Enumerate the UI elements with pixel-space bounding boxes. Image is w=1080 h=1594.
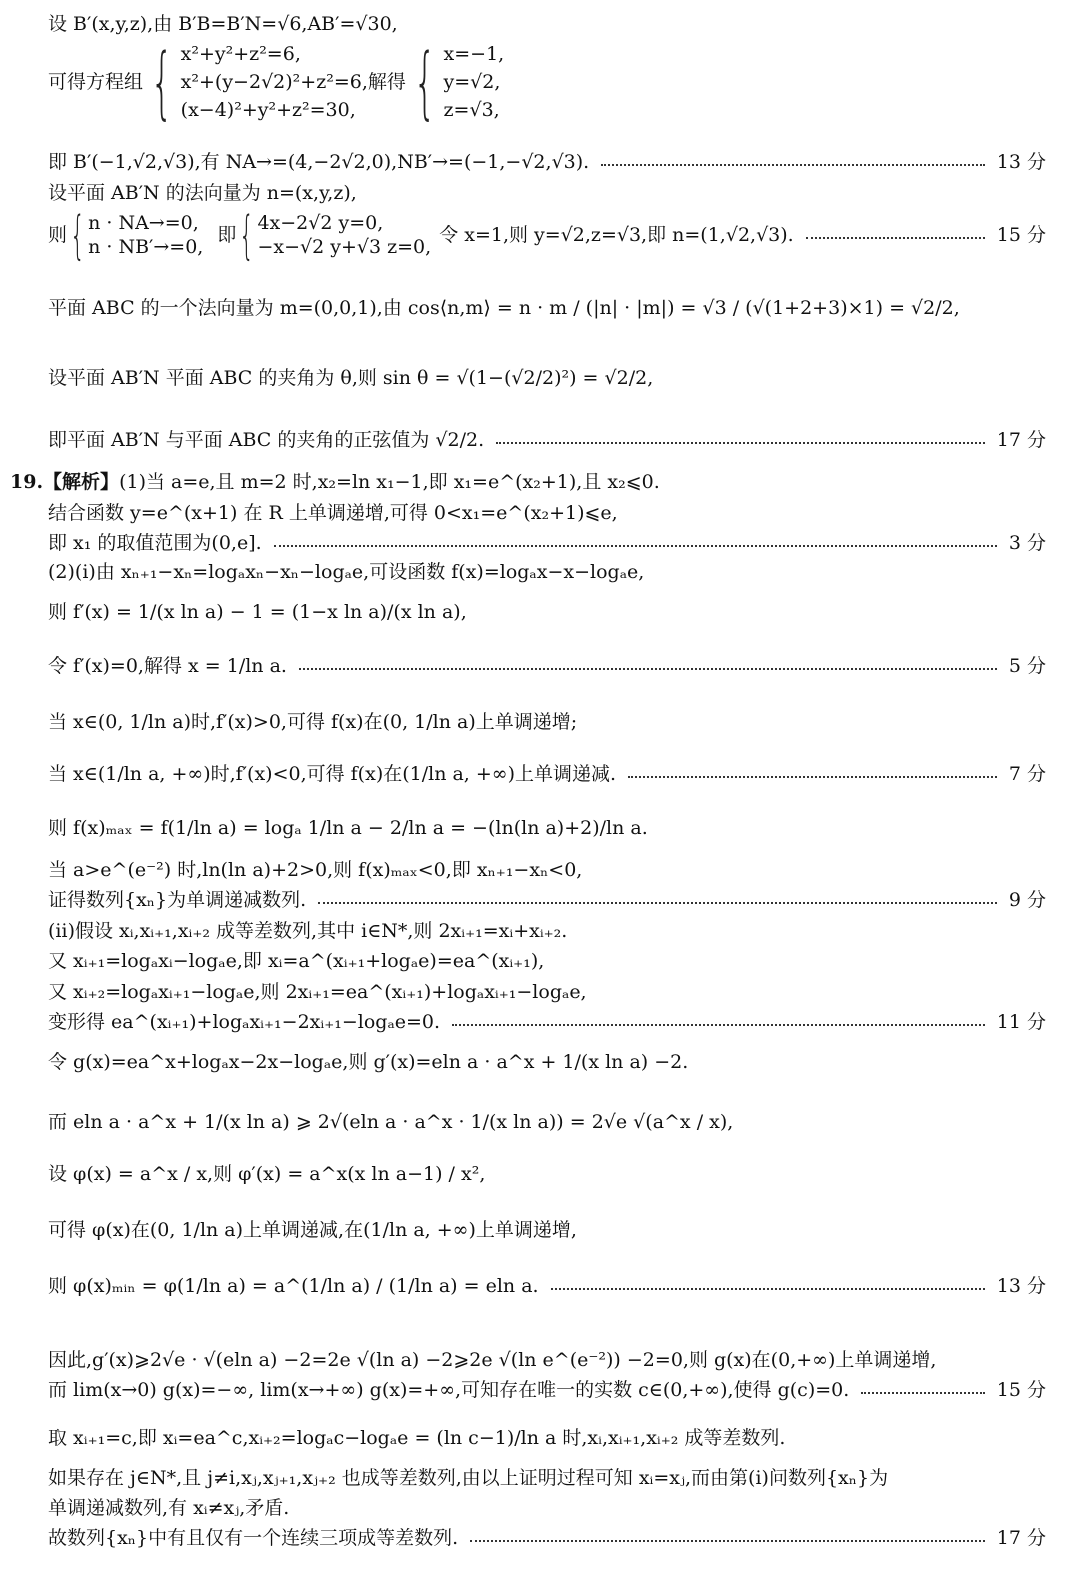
equation-list [181, 44, 406, 122]
score-label: 3 分 [1008, 532, 1046, 554]
equation: n · NA→=0, [88, 212, 199, 235]
text-line: 而 eln a · a^x + 1/(x ln a) ⩾ 2√(eln a · a^x · 1/(x ln a)) = 2√e √(a^x / x), [48, 1111, 734, 1133]
dot-leader [318, 902, 997, 904]
text-line: (2)(ⅰ)由 xₙ₊₁−xₙ=logₐxₙ−xₙ−logₐe,可设函数 f(x)=logₐx−x−logₐe, [48, 561, 645, 583]
solution-list [444, 44, 505, 122]
equation-list [88, 213, 203, 259]
solution: y=√2, [443, 71, 501, 94]
equation-system [48, 206, 1046, 266]
score-label: 7 分 [1008, 763, 1046, 785]
dot-leader [299, 668, 997, 670]
text-line: 即 x₁ 的取值范围为(0,e]. 3 分 [48, 532, 1046, 554]
equation: x²+(y−2√2)²+z²=6,解得 [180, 71, 406, 94]
left-brace: { [70, 206, 86, 266]
equation: n · NB′→=0, [88, 236, 204, 258]
text-line: 当 x∈(0, 1/ln a)时,f′(x)>0,可得 f(x)在(0, 1/ln a)上单调递增; [48, 711, 578, 733]
equation: (x−4)²+y²+z²=30, [180, 98, 356, 121]
text-line: 如果存在 j∈N*,且 j≠i,xⱼ,xⱼ₊₁,xⱼ₊₂ 也成等差数列,由以上证明过程可知 xᵢ=xⱼ,而由第(ⅰ)问数列{xₙ}为 [48, 1467, 889, 1489]
text-line: 设 φ(x) = a^x / x,则 φ′(x) = a^x(x ln a−1) / x², [48, 1163, 486, 1185]
solution: x=−1, [443, 43, 505, 66]
text-line: 当 a>e^(e⁻²) 时,ln(ln a)+2>0,则 f(x)ₘₐₓ<0,即 xₙ₊₁−xₙ<0, [48, 859, 583, 881]
dot-leader [274, 545, 997, 547]
text-line: 当 x∈(1/ln a, +∞)时,f′(x)<0,可得 f(x)在(1/ln a, +∞)上单调递减. 7 分 [48, 763, 1046, 785]
dot-leader [601, 164, 985, 166]
text-line: 令 g(x)=ea^x+logₐx−2x−logₐe,则 g′(x)=eln a · a^x + 1/(x ln a) −2. [48, 1051, 689, 1073]
equation-system [48, 38, 505, 128]
line-tail: 令 x=1,则 y=√2,z=√3,即 n=(1,√2,√3). 15 分 [439, 224, 1046, 247]
score-label: 13 分 [996, 151, 1046, 173]
text-line: 19.【解析】 (1)当 a=e,且 m=2 时,x₂=ln x₁−1,即 x₁=e^(x₂+1),且 x₂⩽0. [10, 471, 660, 493]
score-label: 17 分 [996, 1527, 1046, 1549]
solution: z=√3, [443, 98, 500, 121]
text-line: 结合函数 y=e^(x+1) 在 R 上单调递增,可得 0<x₁=e^(x₂+1)⩽e, [48, 502, 618, 524]
text-line: 而 lim(x→0) g(x)=−∞, lim(x→+∞) g(x)=+∞,可知存在唯一的实数 c∈(0,+∞),使得 g(c)=0. 15 分 [48, 1379, 1046, 1401]
equation: −x−√2 y+√3 z=0, [257, 236, 432, 258]
score-label: 15 分 [996, 1379, 1046, 1401]
dot-leader [551, 1288, 985, 1290]
text-line: 故数列{xₙ}中有且仅有一个连续三项成等差数列. 17 分 [48, 1527, 1046, 1549]
text-line: 可得 φ(x)在(0, 1/ln a)上单调递减,在(1/ln a, +∞)上单调递增, [48, 1219, 577, 1241]
equation: x²+y²+z²=6, [180, 43, 301, 66]
equation-list [257, 213, 431, 259]
system-prefix: 可得方程组 [48, 71, 144, 94]
dot-leader [452, 1024, 985, 1026]
text-line: 变形得 ea^(xᵢ₊₁)+logₐxᵢ₊₁−2xᵢ₊₁−logₐe=0. 11 分 [48, 1011, 1046, 1033]
dot-leader [470, 1540, 985, 1542]
text-line: 设平面 AB′N 的法向量为 n=(x,y,z), [48, 182, 357, 204]
left-brace: { [239, 206, 255, 266]
text-line: 又 xᵢ₊₂=logₐxᵢ₊₁−logₐe,则 2xᵢ₊₁=ea^(xᵢ₊₁)+logₐxᵢ₊₁−logₐe, [48, 981, 587, 1003]
score-label: 17 分 [996, 429, 1046, 451]
question-number: 19.【解析】 [10, 471, 120, 493]
equation: 4x−2√2 y=0, [257, 212, 384, 235]
text-line: 则 φ(x)ₘᵢₙ = φ(1/ln a) = a^(1/ln a) / (1/ln a) = eln a. 13 分 [48, 1275, 1046, 1297]
dot-leader [806, 237, 985, 239]
score-label: 5 分 [1008, 655, 1046, 677]
score-label: 11 分 [996, 1011, 1046, 1033]
text-line: 令 f′(x)=0,解得 x = 1/ln a. 5 分 [48, 655, 1046, 677]
left-brace: { [150, 38, 174, 128]
score-label: 9 分 [1008, 889, 1046, 911]
text-line: 设平面 AB′N 平面 ABC 的夹角为 θ,则 sin θ = √(1−(√2/2)²) = √2/2, [48, 367, 654, 389]
text-line: (ⅱ)假设 xᵢ,xᵢ₊₁,xᵢ₊₂ 成等差数列,其中 i∈N*,则 2xᵢ₊₁=xᵢ+xᵢ₊₂. [48, 920, 568, 942]
ji-label: 即 [217, 224, 237, 247]
text-line: 设 B′(x,y,z),由 B′B=B′N=√6,AB′=√30, [48, 13, 398, 35]
text-line: 则 f(x)ₘₐₓ = f(1/ln a) = logₐ 1/ln a − 2/ln a = −(ln(ln a)+2)/ln a. [48, 817, 648, 839]
dot-leader [496, 442, 985, 444]
score-label: 13 分 [996, 1275, 1046, 1297]
text-line: 则 f′(x) = 1/(x ln a) − 1 = (1−x ln a)/(x ln a), [48, 601, 467, 623]
text-line: 证得数列{xₙ}为单调递减数列. 9 分 [48, 889, 1046, 911]
text-line: 因此,g′(x)⩾2√e · √(eln a) −2=2e √(ln a) −2⩾2e √(ln e^(e⁻²)) −2=0,则 g(x)在(0,+∞)上单调递增, [48, 1349, 937, 1371]
text-line: 取 xᵢ₊₁=c,即 xᵢ=ea^c,xᵢ₊₂=logₐc−logₐe = (ln c−1)/ln a 时,xᵢ,xᵢ₊₁,xᵢ₊₂ 成等差数列. [48, 1427, 786, 1449]
dot-leader [628, 776, 997, 778]
text-line: 又 xᵢ₊₁=logₐxᵢ−logₐe,即 xᵢ=a^(xᵢ₊₁+logₐe)=ea^(xᵢ₊₁), [48, 950, 545, 972]
left-brace: { [413, 38, 436, 128]
text-line: 单调递减数列,有 xᵢ≠xⱼ,矛盾. [48, 1497, 290, 1519]
dot-leader [861, 1392, 985, 1394]
text-line: 平面 ABC 的一个法向量为 m=(0,0,1),由 cos⟨n,m⟩ = n · m / (|n| · |m|) = √3 / (√(1+2+3)×1) = √2/2, [48, 297, 960, 319]
text-line: 即平面 AB′N 与平面 ABC 的夹角的正弦值为 √2/2. 17 分 [48, 429, 1046, 451]
score-label: 15 分 [996, 224, 1046, 247]
text-line: 即 B′(−1,√2,√3),有 NA→=(4,−2√2,0),NB′→=(−1,−√2,√3). 13 分 [48, 151, 1046, 173]
then-label: 则 [48, 224, 68, 247]
